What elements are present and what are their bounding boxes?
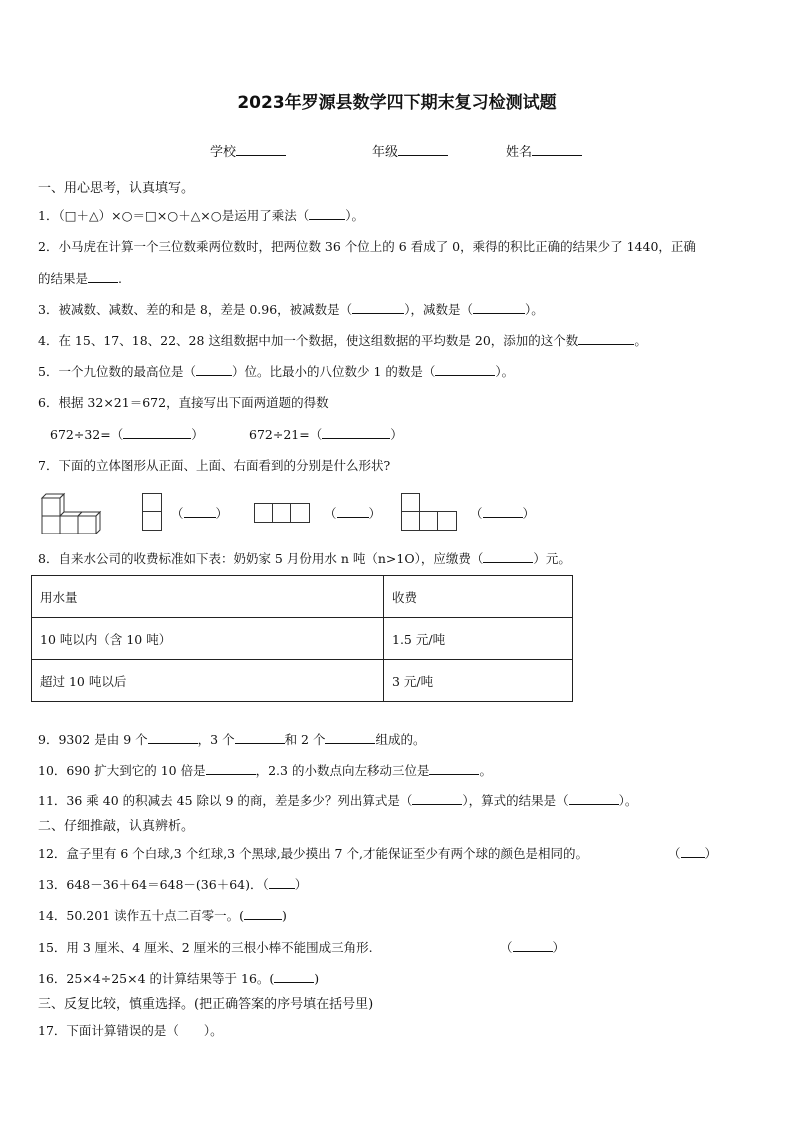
q10-blank-2[interactable] [429,762,479,775]
q4-blank[interactable] [578,332,634,345]
name-label: 姓名 [506,145,533,160]
q5-blank-1[interactable] [196,363,232,376]
q16-blank[interactable] [274,970,314,983]
question-1: 1．（□＋△）×○＝□×○＋△×○是运用了乘法（ ）。 [38,208,364,223]
question-6: 6．根据 32×21＝672，直接写出下面两道题的得数 [38,395,329,410]
name-field [506,141,582,160]
q7-blank-1[interactable] [184,505,216,518]
view-figure-2 [254,503,310,523]
question-3: 3．被减数、减数、差的和是 8，差是 0.96，被减数是（ ），减数是（ ）。 [38,302,544,317]
school-field [210,141,286,160]
q14-blank[interactable] [244,907,282,920]
question-13: 13．648－36＋64＝648－(36＋64)．（ ） [38,877,308,892]
water-fee-table [31,575,573,702]
q7-blank-3[interactable] [483,505,523,518]
section-1-heading: 一、用心思考，认真填写。 [38,181,195,196]
q7-answer-1: （ ） [171,506,229,521]
q15-blank[interactable] [513,939,553,952]
question-9: 9．9302 是由 9 个 ，3 个 和 2 个 组成的。 [38,732,426,747]
q9-blank-1[interactable] [148,731,198,744]
question-11: 11．36 乘 40 的积减去 45 除以 9 的商，差是多少？列出算式是（ ），算式的结果是（ ）。 [38,793,638,808]
q1-blank[interactable] [309,207,345,220]
question-14: 14．50.201 读作五十点二百零一。( ) [38,908,287,923]
table-cell: 超过 10 吨以后 [32,660,384,702]
section-3-heading: 三、反复比较，慎重选择。(把正确答案的序号填在括号里) [38,997,374,1012]
q7-blank-2[interactable] [337,505,369,518]
name-blank[interactable] [532,143,582,156]
question-5: 5．一个九位数的最高位是（ ）位。比最小的八位数少 1 的数是（ ）。 [38,364,515,379]
table-cell: 1.5 元/吨 [384,618,573,660]
question-15: 15．用 3 厘米、4 厘米、2 厘米的三根小棒不能围成三角形. [38,940,373,955]
table-row [32,660,573,702]
question-8: 8．自来水公司的收费标准如下表：奶奶家 5 月份用水 n 吨（n>1O），应缴费（ ）元。 [38,551,571,566]
q12-answer: （ ） [668,846,718,861]
question-2-continued: 的结果是 . [38,271,122,286]
question-7: 7．下面的立体图形从正面、上面、右面看到的分别是什么形状? [38,458,391,473]
q7-answer-2: （ ） [324,506,382,521]
view-figure-1 [142,493,162,531]
q15-answer: （ ） [500,940,566,955]
q2-blank[interactable] [88,270,118,283]
school-label: 学校 [210,145,237,160]
table-header-row [32,576,573,618]
q13-blank[interactable] [269,876,295,889]
question-17: 17．下面计算错误的是（ ）。 [38,1023,223,1038]
grade-field [372,141,448,160]
question-2: 2．小马虎在计算一个三位数乘两位数时，把两位数 36 个位上的 6 看成了 0，乘得的积比正确的结果少了 1440，正确 [38,239,696,254]
q9-blank-3[interactable] [325,731,375,744]
q6-blank-1[interactable] [123,426,191,439]
q11-blank-2[interactable] [569,792,619,805]
q6-item-1: 672÷32=（ ） [50,427,204,442]
q12-blank[interactable] [681,845,705,858]
view-figure-3 [401,493,457,531]
q3-blank-1[interactable] [352,301,404,314]
question-10: 10．690 扩大到它的 10 倍是 ，2.3 的小数点向左移动三位是 。 [38,763,492,778]
cube-solid-figure [38,490,104,534]
table-header-cell: 收费 [384,576,573,618]
question-12: 12．盒子里有 6 个白球,3 个红球,3 个黑球,最少摸出 7 个,才能保证至少有两个球的颜色是相同的。 [38,846,588,861]
q3-blank-2[interactable] [473,301,525,314]
q6-blank-2[interactable] [322,426,390,439]
q11-blank-1[interactable] [412,792,462,805]
school-blank[interactable] [236,143,286,156]
q5-blank-2[interactable] [435,363,495,376]
section-2-heading: 二、仔细推敲，认真辨析。 [38,819,195,834]
q6-item-2: 672÷21=（ ） [249,427,403,442]
table-cell: 10 吨以内（含 10 吨） [32,618,384,660]
q10-blank-1[interactable] [206,762,256,775]
table-row [32,618,573,660]
table-cell: 3 元/吨 [384,660,573,702]
q9-blank-2[interactable] [235,731,285,744]
question-16: 16．25×4÷25×4 的计算结果等于 16。( ) [38,971,320,986]
page-title: 2023年罗源县数学四下期末复习检测试题 [237,93,557,113]
grade-blank[interactable] [398,143,448,156]
q8-blank[interactable] [483,550,533,563]
q7-answer-3: （ ） [470,506,536,521]
question-4: 4．在 15、17、18、22、28 这组数据中加一个数据，使这组数据的平均数是 20，添加的这个数 。 [38,333,647,348]
grade-label: 年级 [372,145,399,160]
table-header-cell: 用水量 [32,576,384,618]
